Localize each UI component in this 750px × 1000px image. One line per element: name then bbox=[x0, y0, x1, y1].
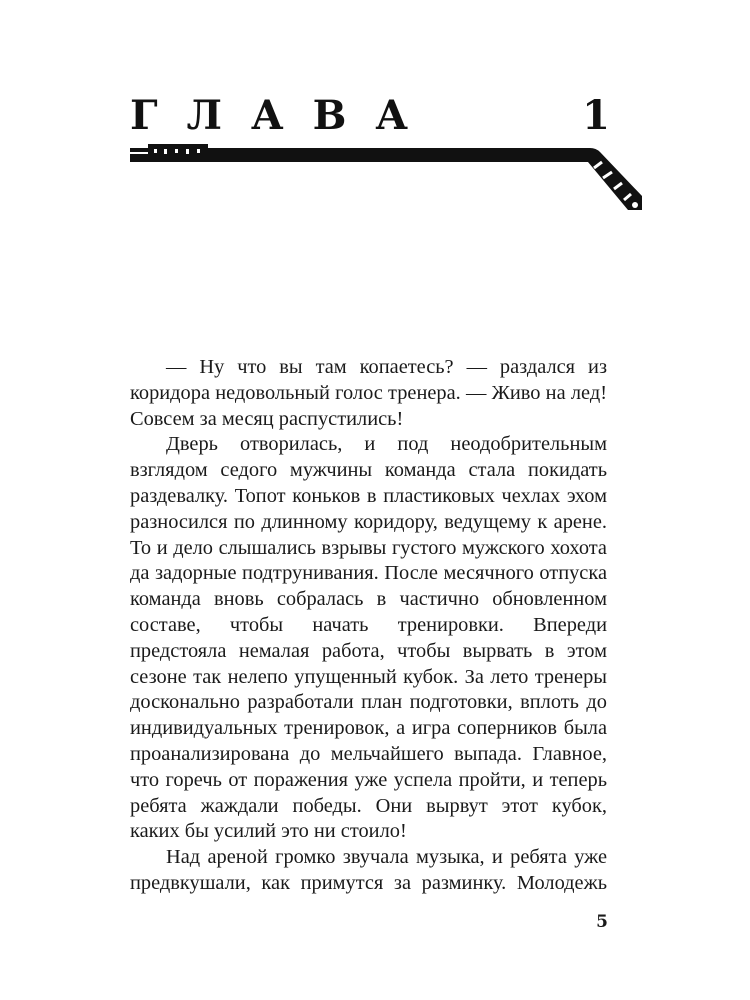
chapter-heading bbox=[130, 92, 610, 142]
page-number: 5 bbox=[596, 912, 608, 932]
paragraph: Дверь отворилась, и под неодобрительным взглядом седого мужчины команда стала покидать раздевалку. Топот коньков в пластиковых чехлах эхом разносился по длинному коридору, ведущему к арене. То и дело слышались взрывы густого мужского хохота да задорные подтрунивания. После месячного отпуска команда вновь собралась в частично обновленном составе, чтобы начать тренировки. Впереди предстояла немалая работа, чтобы вырвать в этом сезоне так нелепо упущенный кубок. За лето тренеры досконально разработали план подготовки, вплоть до индивидуальных тренировок, а игра соперников была проанализирована до мельчайшего выпада. Главное, что горечь от поражения уже успела пройти, и теперь ребята жаждали победы. Они вырвут этот кубок, каких бы усилий это ни стоило! bbox=[130, 433, 607, 843]
paragraph: Над ареной громко звучала музыка, и ребята уже предвкушали, как примутся за разминку. Молодежь bbox=[130, 846, 607, 894]
chapter-number: 1 bbox=[582, 92, 610, 139]
body-text bbox=[130, 355, 607, 897]
chapter-title: ГЛАВА bbox=[130, 92, 437, 139]
hockey-stick-icon bbox=[128, 140, 648, 215]
paragraph: — Ну что вы там копаетесь? — раздался из коридора недовольный голос тренера. — Живо на лед! Совсем за месяц распустились! bbox=[130, 356, 607, 430]
